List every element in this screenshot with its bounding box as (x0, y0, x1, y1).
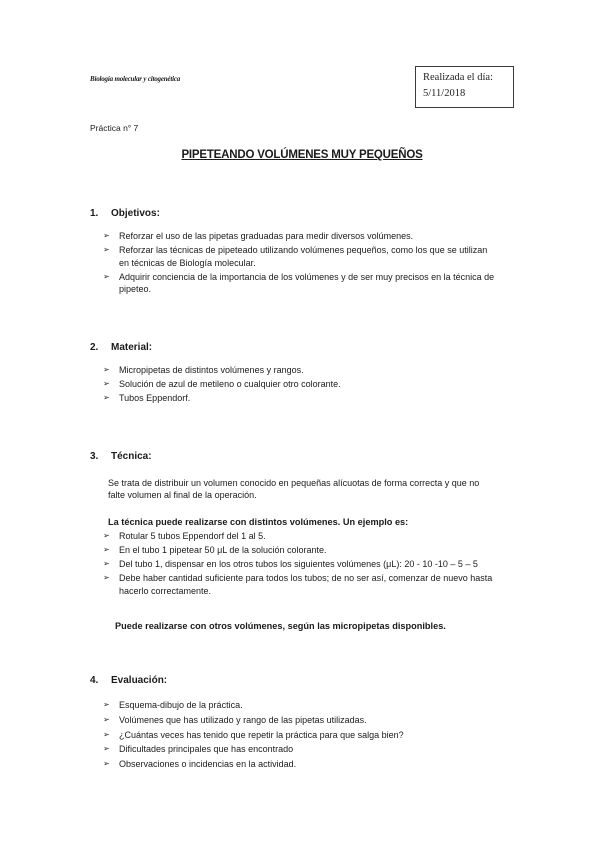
list-item (103, 392, 514, 405)
section-heading (90, 451, 514, 462)
section-heading (90, 208, 514, 219)
list-item (103, 758, 514, 771)
arrow-bullet-icon: ➢ (103, 559, 110, 569)
bullet-text: Rotular 5 tubos Eppendorf del 1 al 5. (119, 530, 266, 541)
section-material (90, 342, 514, 405)
list-item (103, 558, 514, 571)
arrow-bullet-icon: ➢ (103, 715, 110, 724)
document-header (90, 66, 514, 108)
list-item (103, 572, 514, 597)
bullet-list (90, 364, 514, 405)
section-number: 1. (90, 208, 99, 219)
list-item (103, 271, 514, 296)
section-evaluacion (90, 675, 514, 770)
bullet-list (90, 699, 514, 770)
section-number: 4. (90, 675, 99, 687)
arrow-bullet-icon: ➢ (103, 573, 110, 583)
arrow-bullet-icon: ➢ (103, 700, 110, 710)
section-heading (90, 342, 514, 353)
date-box (415, 66, 514, 108)
arrow-bullet-icon: ➢ (103, 393, 110, 403)
technique-note: Puede realizarse con otros volúmenes, según las micropipetas disponibles. (115, 621, 446, 632)
bullet-text: Reforzar el uso de las pipetas graduadas para medir diversos volúmenes. (119, 231, 414, 241)
bullet-text: Esquema-dibujo de la práctica. (119, 700, 243, 711)
list-item (103, 530, 514, 543)
bullet-text: Dificultades principales que has encontrado (119, 744, 294, 755)
arrow-bullet-icon: ➢ (103, 530, 110, 540)
practice-number: Práctica n° 7 (90, 123, 139, 133)
bullet-text: Solución de azul de metileno o cualquier otro colorante. (119, 379, 341, 390)
arrow-bullet-icon: ➢ (103, 744, 110, 754)
bullet-text: Volúmenes que has utilizado y rango de las pipetas utilizadas. (119, 715, 367, 725)
section-heading (90, 675, 514, 686)
course-label: Biología molecular y citogenética (90, 75, 181, 83)
bullet-text: Tubos Eppendorf. (119, 393, 191, 404)
section-tecnica (90, 451, 514, 632)
list-item (103, 743, 514, 756)
date-box-label: Realizada el día: (423, 72, 493, 83)
list-item (103, 714, 514, 727)
document-title: PIPETEANDO VOLÚMENES MUY PEQUEÑOS (181, 149, 423, 161)
section-number: 2. (90, 341, 99, 353)
arrow-bullet-icon: ➢ (103, 364, 110, 374)
arrow-bullet-icon: ➢ (103, 379, 110, 389)
list-item (103, 230, 514, 243)
section-title: Material: (111, 341, 153, 353)
bullet-text: Reforzar las técnicas de pipeteado utilizando volúmenes pequeños, como los que se utilizan en técnicas de Biología molecular. (119, 245, 488, 268)
arrow-bullet-icon: ➢ (103, 231, 110, 240)
section-number: 3. (90, 450, 99, 462)
list-item (103, 729, 514, 742)
bullet-text: En el tubo 1 pipetear 50 μL de la solución colorante. (119, 545, 327, 556)
list-item (103, 364, 514, 377)
bullet-text: Debe haber cantidad suficiente para todos los tubos; de no ser así, comenzar de nuevo hasta hacerlo correctamente. (119, 573, 493, 596)
list-item (103, 544, 514, 557)
date-box-value: 5/11/2018 (423, 88, 466, 99)
section-objetivos (90, 208, 514, 296)
list-item (103, 244, 514, 269)
bullet-list (90, 530, 514, 597)
bullet-text: Adquirir conciencia de la importancia de los volúmenes y de ser muy precisos en la técnica de pipeteo. (119, 271, 495, 295)
list-item (103, 699, 514, 712)
arrow-bullet-icon: ➢ (103, 758, 110, 768)
arrow-bullet-icon: ➢ (103, 271, 110, 281)
bullet-text: ¿Cuántas veces has tenido que repetir la práctica para que salga bien? (119, 729, 404, 740)
section-title: Evaluación: (111, 675, 168, 687)
bullet-text: Micropipetas de distintos volúmenes y rangos. (119, 364, 304, 375)
section-title: Técnica: (111, 450, 152, 462)
bullet-text: Observaciones o incidencias en la actividad. (119, 758, 297, 769)
list-item (103, 378, 514, 391)
bullet-list (90, 230, 514, 296)
section-title: Objetivos: (111, 208, 160, 219)
arrow-bullet-icon: ➢ (103, 245, 110, 255)
bullet-text: Del tubo 1, dispensar en los otros tubos los siguientes volúmenes (μL): 20 - 10 -10 – 5 – 5 (119, 559, 478, 570)
technique-intro-paragraph: Se trata de distribuir un volumen conocido en pequeñas alícuotas de forma correcta y que no falte volumen al final de la operación. (108, 477, 480, 501)
arrow-bullet-icon: ➢ (103, 545, 110, 555)
technique-subheading: La técnica puede realizarse con distintos volúmenes. Un ejemplo es: (108, 516, 409, 527)
arrow-bullet-icon: ➢ (103, 729, 110, 739)
